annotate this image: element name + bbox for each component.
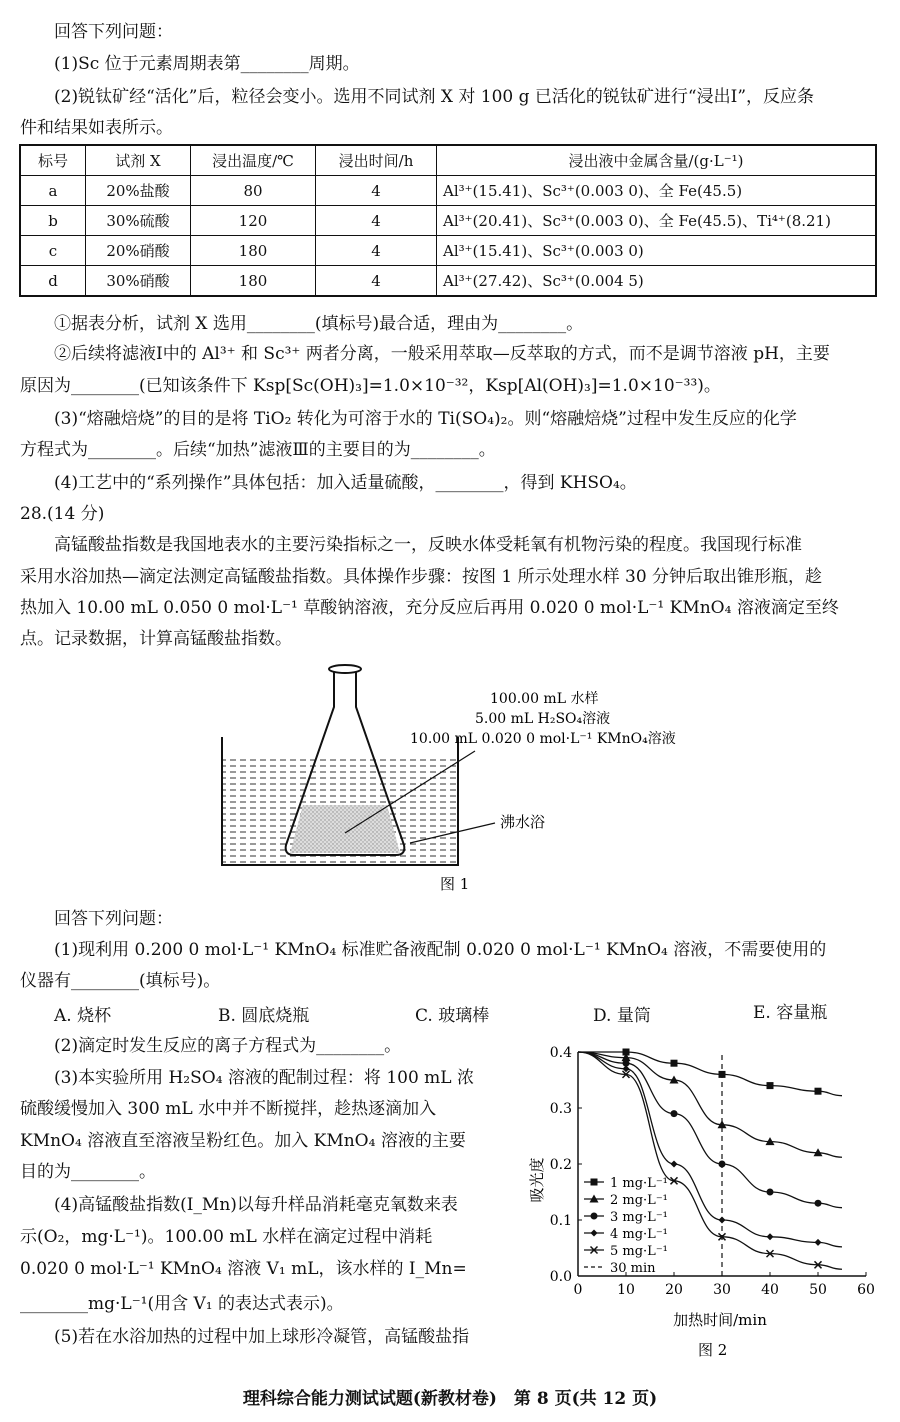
question-2-line-2: 件和结果如表所示。 [20,118,173,138]
chart-x-tick-label: 10 [617,1282,635,1298]
figure-2-chart [530,1030,890,1370]
figure-1-label-bath: 沸水浴 [500,813,546,831]
part-b-q3-line-4: 目的为________。 [20,1162,156,1182]
table-cell: Al³⁺(15.41)、Sc³⁺(0.003 0)、全 Fe(45.5) [437,176,877,206]
part-b-q4-line-2: 示(O₂，mg·L⁻¹)。100.00 mL 水样在滴定过程中消耗 [20,1227,433,1247]
chart-y-axis-label: 吸光度 [528,1157,546,1203]
figure-1-label-acid: 5.00 mL H₂SO₄溶液 [475,711,611,727]
chart-legend-label: 5 mg·L⁻¹ [610,1244,668,1259]
question-4: (4)工艺中的“系列操作”具体包括：加入适量硫酸，________，得到 KHSO₄。 [54,473,637,493]
table-cell: 4 [316,266,437,297]
chart-y-tick-label: 0.3 [549,1101,572,1117]
option-a: A. 烧杯 [54,1006,112,1026]
table-row [20,176,876,206]
chart-point-series-3 [671,1110,678,1117]
chart-point-series-1 [767,1082,774,1089]
table-header-cell: 浸出液中金属含量/(g·L⁻¹) [437,145,877,176]
part-b-q2: (2)滴定时发生反应的离子方程式为________。 [54,1036,402,1056]
table-cell: c [20,236,86,266]
table-cell: 180 [191,236,316,266]
figure-1-label-kmno4: 10.00 mL 0.020 0 mol·L⁻¹ KMnO₄溶液 [410,731,676,747]
question-2-line-1: (2)锐钛矿经“活化”后，粒径会变小。选用不同试剂 X 对 100 g 已活化的锐钛矿进行“浸出Ⅰ”，反应条 [54,87,815,107]
chart-point-series-1 [719,1071,726,1078]
option-b: B. 圆底烧瓶 [218,1006,310,1026]
table-cell: 4 [316,236,437,266]
chart-point-series-4 [671,1161,678,1168]
table-cell: 4 [316,206,437,236]
option-e: E. 容量瓶 [753,1003,828,1023]
chart-legend-marker [591,1213,598,1220]
chart-legend-label: 1 mg·L⁻¹ [610,1176,668,1191]
table-cell: 20%硝酸 [86,236,191,266]
question-2-sub-1: ①据表分析，试剂 X 选用________(填标号)最合适，理由为________。 [54,314,584,334]
table-header-cell: 试剂 X [86,145,191,176]
option-d: D. 量筒 [593,1006,651,1026]
question-2-sub-2-line-2: 原因为________(已知该条件下 Ksp[Sc(OH)₃]=1.0×10⁻³²，Ksp[Al(OH)₃]=1.0×10⁻³³)。 [20,376,721,396]
chart-y-tick-label: 0.1 [549,1213,572,1229]
chart-y-tick-label: 0.2 [549,1157,572,1173]
paragraph-28-line-2: 采用水浴加热—滴定法测定高锰酸盐指数。具体操作步骤：按图 1 所示处理水样 30 分钟后取出锥形瓶，趁 [20,567,823,587]
table-cell: Al³⁺(15.41)、Sc³⁺(0.003 0) [437,236,877,266]
chart-y-tick-label: 0.0 [549,1269,572,1285]
table-cell: 120 [191,206,316,236]
table-cell: 180 [191,266,316,297]
table-header-cell: 标号 [20,145,86,176]
part-b-q4-line-1: (4)高锰酸盐指数(I_Mn)以每升样品消耗毫克氧数来表 [54,1195,458,1215]
figure-1-label-sample: 100.00 mL 水样 [490,691,599,707]
chart-x-tick-label: 40 [761,1282,779,1298]
chart-point-series-3 [719,1161,726,1168]
part-b-q4-line-4: ________mg·L⁻¹(用含 V₁ 的表达式表示)。 [20,1294,344,1314]
paragraph-28-line-4: 点。记录数据，计算高锰酸盐指数。 [20,629,292,649]
part-b-q4-line-3: 0.020 0 mol·L⁻¹ KMnO₄ 溶液 V₁ mL，该水样的 I_Mn= [20,1259,467,1279]
table-cell: d [20,266,86,297]
page-footer: 理科综合能力测试试题(新教材卷) 第 8 页(共 12 页) [242,1389,658,1409]
table-cell: 30%硫酸 [86,206,191,236]
chart-legend-label: 3 mg·L⁻¹ [610,1210,668,1225]
chart-point-series-4 [719,1217,726,1224]
question-2-sub-2-line-1: ②后续将滤液Ⅰ中的 Al³⁺ 和 Sc³⁺ 两者分离，一般采用萃取—反萃取的方式，而不是调节溶液 pH，主要 [54,344,830,364]
table-cell: 20%盐酸 [86,176,191,206]
option-c: C. 玻璃棒 [415,1006,490,1026]
chart-x-axis-label: 加热时间/min [673,1311,767,1329]
table-cell: 30%硝酸 [86,266,191,297]
section-28-heading: 28.(14 分) [20,504,105,524]
paragraph-28-line-1: 高锰酸盐指数是我国地表水的主要污染指标之一，反映水体受耗氧有机物污染的程度。我国现行标准 [54,535,802,555]
table-cell: a [20,176,86,206]
chart-point-series-4 [815,1239,822,1246]
question-3-line-2: 方程式为________。后续“加热”滤液Ⅲ的主要目的为________。 [20,440,496,460]
table-row [20,206,876,236]
chart-legend-marker [591,1179,598,1186]
chart-legend-marker [591,1230,598,1237]
chart-legend-label: 30 min [610,1261,656,1276]
chart-point-series-3 [815,1200,822,1207]
paragraph-28-line-3: 热加入 10.00 mL 0.050 0 mol·L⁻¹ 草酸钠溶液，充分反应后再用 0.020 0 mol·L⁻¹ KMnO₄ 溶液滴定至终 [20,598,839,618]
chart-legend-label: 4 mg·L⁻¹ [610,1227,668,1242]
chart-y-tick-label: 0.4 [549,1045,572,1061]
table-header-cell: 浸出温度/℃ [191,145,316,176]
chart-point-series-3 [767,1189,774,1196]
table-cell: 80 [191,176,316,206]
chart-x-tick-label: 30 [713,1282,731,1298]
table-header-cell: 浸出时间/h [316,145,437,176]
chart-point-series-1 [815,1088,822,1095]
chart-point-series-4 [767,1233,774,1240]
chart-x-tick-label: 50 [809,1282,827,1298]
part-b-q3-line-2: 硫酸缓慢加入 300 mL 水中并不断搅拌，趁热逐滴加入 [20,1099,437,1119]
chart-legend-label: 2 mg·L⁻¹ [610,1193,668,1208]
part-b-intro: 回答下列问题： [54,909,173,929]
table-row [20,236,876,266]
figure-1-apparatus [200,655,700,900]
part-b-q1-line-1: (1)现利用 0.200 0 mol·L⁻¹ KMnO₄ 标准贮备液配制 0.020 0 mol·L⁻¹ KMnO₄ 溶液，不需要使用的 [54,940,827,960]
chart-x-tick-label: 20 [665,1282,683,1298]
question-3-line-1: (3)“熔融焙烧”的目的是将 TiO₂ 转化为可溶于水的 Ti(SO₄)₂。则“熔融焙烧”过程中发生反应的化学 [54,409,797,429]
table-cell: Al³⁺(27.42)、Sc³⁺(0.004 5) [437,266,877,297]
table-row [20,266,876,297]
table-header-row [20,145,876,176]
chart-x-tick-label: 0 [573,1282,583,1298]
table-cell: 4 [316,176,437,206]
part-b-q3-line-3: KMnO₄ 溶液直至溶液呈粉红色。加入 KMnO₄ 溶液的主要 [20,1131,466,1151]
question-intro: 回答下列问题： [54,22,173,42]
chart-point-series-1 [671,1060,678,1067]
table-cell: Al³⁺(20.41)、Sc³⁺(0.003 0)、全 Fe(45.5)、Ti⁴⁺(8.21) [437,206,877,236]
leaching-table [19,144,877,297]
question-1: (1)Sc 位于元素周期表第________周期。 [54,54,360,74]
figure-1-caption: 图 1 [440,875,470,893]
figure-2-caption: 图 2 [698,1341,728,1359]
part-b-q5: (5)若在水浴加热的过程中加上球形冷凝管，高锰酸盐指 [54,1327,470,1347]
table-cell: b [20,206,86,236]
chart-x-tick-label: 60 [857,1282,875,1298]
part-b-q1-line-2: 仪器有________(填标号)。 [20,971,221,991]
part-b-q3-line-1: (3)本实验所用 H₂SO₄ 溶液的配制过程：将 100 mL 浓 [54,1068,474,1088]
